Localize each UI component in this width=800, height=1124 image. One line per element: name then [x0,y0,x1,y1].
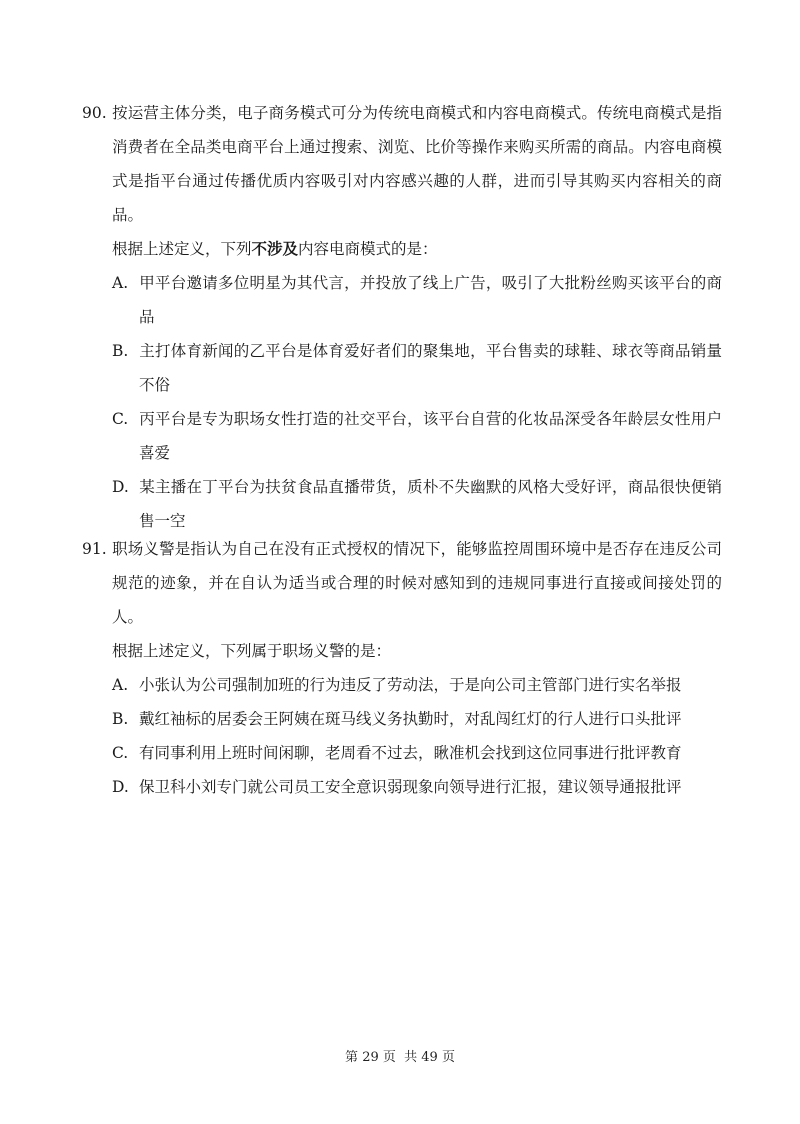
option-letter: B. [112,342,129,360]
prompt-text-after: 内容电商模式的是： [298,240,438,258]
option-letter: B. [112,710,129,728]
question-stem [82,532,722,634]
question-stem-text: 职场义警是指认为自己在没有正式授权的情况下，能够监控周围环境中是否存在违反公司规范的迹象，并在自认为适当或合理的时候对感知到的违规同事进行直接或间接处罚的人。 [112,540,722,626]
option-c [82,402,722,470]
option-c [82,736,722,770]
page-total: 49 [421,1050,438,1065]
option-letter: C. [112,744,129,762]
option-list [82,668,722,804]
question-stem-text: 按运营主体分类，电子商务模式可分为传统电商模式和内容电商模式。传统电商模式是指消费者在全品类电商平台上通过搜索、浏览、比价等操作来购买所需的商品。内容电商模式是指平台通过传播优质内容吸引对内容感兴趣的人群，进而引导其购买内容相关的商品。 [112,104,722,224]
option-a [82,266,722,334]
footer-suffix: 页 [437,1050,455,1065]
option-d [82,770,722,804]
footer-prefix: 第 [345,1050,363,1065]
option-text: 小张认为公司强制加班的行为违反了劳动法，于是向公司主管部门进行实名举报 [139,676,682,694]
question-number: 90. [82,104,107,122]
prompt-text: 根据上述定义，下列属于职场义警的是： [112,642,392,660]
question-prompt [82,634,722,668]
option-text: 戴红袖标的居委会王阿姨在斑马线义务执勤时，对乱闯红灯的行人进行口头批评 [139,710,682,728]
option-list [82,266,722,538]
option-text: 某主播在丁平台为扶贫食品直播带货，质朴不失幽默的风格大受好评，商品很快便销售一空 [139,478,722,530]
prompt-emphasis: 不涉及 [251,239,299,258]
option-d [82,470,722,538]
question-number: 91. [82,540,107,558]
page-number: 29 [362,1050,379,1065]
option-text: 丙平台是专为职场女性打造的社交平台，该平台自营的化妆品深受各年龄层女性用户喜爱 [139,410,722,462]
option-letter: C. [112,410,129,428]
option-letter: A. [112,274,129,292]
footer-middle: 页 共 [378,1050,422,1065]
option-letter: A. [112,676,129,694]
option-letter: D. [112,778,129,796]
option-b [82,334,722,402]
option-a [82,668,722,702]
option-text: 甲平台邀请多位明星为其代言，并投放了线上广告，吸引了大批粉丝购买该平台的商品 [139,274,722,326]
option-text: 有同事利用上班时间闲聊，老周看不过去，瞅准机会找到这位同事进行批评教育 [139,744,682,762]
page-footer [0,1046,800,1065]
question-prompt [82,232,722,266]
question-90 [82,96,722,538]
option-text: 主打体育新闻的乙平台是体育爱好者们的聚集地，平台售卖的球鞋、球衣等商品销量不俗 [139,342,722,394]
option-text: 保卫科小刘专门就公司员工安全意识弱现象向领导进行汇报，建议领导通报批评 [139,778,682,796]
option-b [82,702,722,736]
option-letter: D. [112,478,129,496]
prompt-text: 根据上述定义，下列 [112,240,252,258]
question-91 [82,532,722,804]
question-stem [82,96,722,232]
